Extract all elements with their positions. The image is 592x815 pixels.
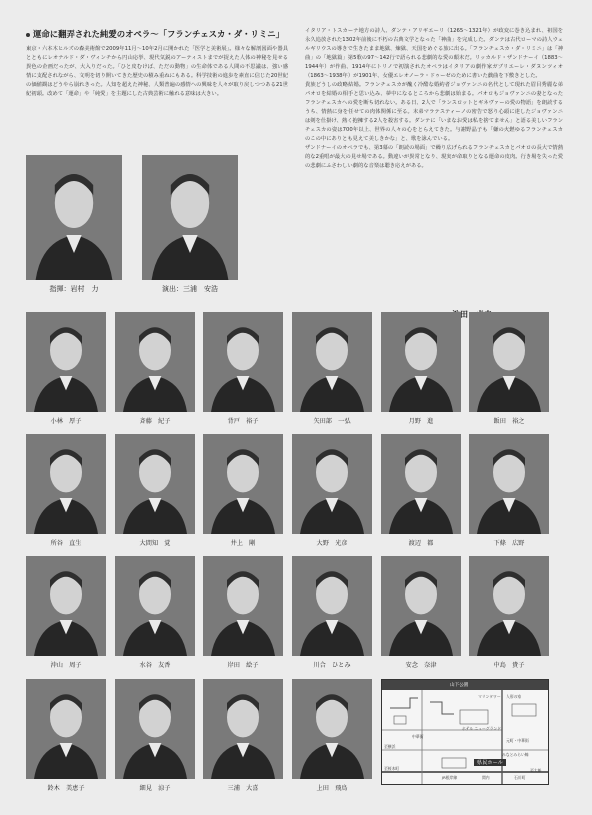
map-lines bbox=[382, 680, 548, 784]
cast-caption: 下條 広野 bbox=[493, 540, 525, 547]
cast-member bbox=[115, 434, 195, 548]
cast-member bbox=[469, 312, 549, 426]
article-paragraph-3: ザンドナーイのオペラでも、第3幕の「朗読の場面」で繰り広げられるフランチェスカとパオロの長大で情熱的な2重唱が最大の見せ場である。動違いが異常となり、現実が命取りとなる運命の皮肉。行き場を失った愛の悲劇にふさわしい劇的な音楽は聴き応えがある。 bbox=[305, 145, 563, 169]
cast-member bbox=[203, 679, 283, 793]
cast-caption: 川合 ひとみ bbox=[313, 662, 351, 669]
cast-caption: 大間知 覚 bbox=[139, 540, 171, 547]
portrait-photo bbox=[469, 556, 549, 656]
staff-conductor bbox=[26, 155, 122, 295]
map-label: 元町・中華街 bbox=[506, 738, 529, 743]
portrait-photo bbox=[203, 556, 283, 656]
staff-director bbox=[142, 155, 238, 295]
map-label: 関内 bbox=[482, 775, 490, 780]
portrait-photo bbox=[203, 434, 283, 534]
cast-caption: 岸田 絵子 bbox=[227, 662, 259, 669]
cast-member bbox=[26, 556, 106, 670]
cast-member bbox=[26, 434, 106, 548]
map-label: 中華街 bbox=[412, 734, 424, 739]
page-title-text: 運命に翻弄された純愛のオペラ〜「フランチェスカ・ダ・リミニ」 bbox=[33, 29, 284, 39]
portrait-photo bbox=[292, 556, 372, 656]
portrait-photo bbox=[115, 679, 195, 779]
portrait-photo bbox=[292, 434, 372, 534]
portrait-photo bbox=[26, 312, 106, 412]
cast-caption: 矢田部 一弘 bbox=[313, 418, 351, 425]
cast-caption: 大野 光彦 bbox=[316, 540, 348, 547]
cast-caption: 井上 剛 bbox=[230, 540, 256, 547]
cast-caption: 背戸 裕子 bbox=[227, 418, 259, 425]
portrait-photo bbox=[381, 312, 461, 412]
cast-caption: 沖山 周子 bbox=[50, 662, 82, 669]
map-label: ホテル ニューグランド bbox=[462, 726, 501, 731]
cast-caption: 鈴木 美恵子 bbox=[47, 785, 85, 792]
portrait-photo bbox=[26, 679, 106, 779]
map-label: 至横浜 bbox=[384, 744, 396, 749]
cast-caption: 三浦 大喜 bbox=[227, 785, 259, 792]
article-left-column bbox=[26, 45, 288, 99]
portrait-photo bbox=[469, 434, 549, 534]
staff-caption: 指揮：岩村 力 bbox=[49, 285, 99, 293]
page-title bbox=[26, 28, 286, 40]
map-top-label: 山下公園 bbox=[450, 683, 469, 688]
portrait-photo bbox=[381, 556, 461, 656]
cast-caption: 飯田 裕之 bbox=[493, 418, 525, 425]
portrait-photo bbox=[292, 312, 372, 412]
map-label: 石川町 bbox=[514, 775, 526, 780]
portrait-photo bbox=[26, 556, 106, 656]
cast-caption: 細見 涼子 bbox=[139, 785, 171, 792]
portrait-photo bbox=[203, 679, 283, 779]
cast-caption: 安念 奈津 bbox=[405, 662, 437, 669]
map-label: マリンタワー bbox=[478, 694, 501, 699]
cast-member bbox=[381, 556, 461, 670]
map-label: 人形の家 bbox=[506, 694, 522, 699]
cast-member bbox=[26, 679, 106, 793]
article-left-paragraph: 東京・六本木ヒルズの森美術館で2009年11月〜10年2月に開かれた「医学と美術展」。様々な解剖図面や器具とともにレオナルド・ダ・ヴィンチから円山応挙、現代気鋭のアーティストまでが捉えた人体の神秘を見せる異色の企画だったが、大入りだった。「ひと皮むけば、ただの動物」の生命体である人間の不思議は、強い感情に支配されながら、文明を切り開いてきた歴史の積み重ねにもある。科学技術の進歩を素直に信じた20世紀の価値観はどうやら崩れきった。人知を超えた神秘、人類普遍の感情への興味を人々が取り戻しつつある21世紀初頭。改めて「運命」や「純愛」を主題にした古典芸術に触れる意味は大きい。 bbox=[26, 46, 288, 97]
cast-member bbox=[381, 434, 461, 548]
portrait-photo bbox=[26, 155, 122, 280]
cast-caption: 渡辺 都 bbox=[408, 540, 434, 547]
article-right-column bbox=[305, 27, 563, 171]
cast-caption: 斉藤 紀子 bbox=[139, 418, 171, 425]
portrait-photo bbox=[115, 434, 195, 534]
cast-member bbox=[26, 312, 106, 426]
cast-member bbox=[115, 679, 195, 793]
cast-member bbox=[203, 434, 283, 548]
cast-member bbox=[292, 434, 372, 548]
portrait-photo bbox=[381, 434, 461, 534]
cast-caption: 上田 飛鳥 bbox=[316, 785, 348, 792]
cast-caption: 水谷 友香 bbox=[139, 662, 171, 669]
cast-member bbox=[115, 556, 195, 670]
cast-member bbox=[292, 679, 372, 793]
staff-caption: 演出：三浦 安浩 bbox=[162, 285, 218, 293]
map-label: 至桜木町 bbox=[384, 766, 400, 771]
cast-caption: 月野 進 bbox=[408, 418, 434, 425]
cast-member bbox=[469, 556, 549, 670]
portrait-photo bbox=[203, 312, 283, 412]
cast-member bbox=[469, 434, 549, 548]
portrait-photo bbox=[142, 155, 238, 280]
portrait-photo bbox=[292, 679, 372, 779]
map-label: 至大船 bbox=[530, 768, 542, 773]
map-label: JR根岸線 bbox=[442, 775, 458, 780]
portrait-photo bbox=[26, 434, 106, 534]
portrait-photo bbox=[115, 312, 195, 412]
cast-member bbox=[203, 312, 283, 426]
bullet-icon bbox=[26, 33, 30, 37]
cast-caption: 中島 貴子 bbox=[493, 662, 525, 669]
cast-member bbox=[203, 556, 283, 670]
cast-member bbox=[381, 312, 461, 426]
cast-member bbox=[292, 556, 372, 670]
cast-caption: 小林 厚子 bbox=[50, 418, 82, 425]
cast-member bbox=[292, 312, 372, 426]
cast-member bbox=[115, 312, 195, 426]
venue-hall-label: 県民ホール bbox=[474, 759, 506, 766]
portrait-photo bbox=[469, 312, 549, 412]
map-label: みなとみらい線 bbox=[502, 752, 529, 757]
cast-caption: 所谷 直生 bbox=[50, 540, 82, 547]
venue-map bbox=[381, 679, 549, 785]
article-paragraph-1: イタリア・トスカーナ地方の詩人、ダンテ・アリギエーリ（1265〜1321年）が政変に巻き込まれ、祖国を永久追放された1302年前後に不朽の古典文学となった「神曲」を完成した。ダンテは古代ローマの詩人ウェルギリウスの導きで生きたまま地獄、煉獄、天国をめぐる旅に出る。「フランチェスカ・ダ・リミニ」は「神曲」の「地獄篇」第5歌の97〜142行で語られる悲劇的な愛の顛末だ。リッカルド・ザンドナーイ（1883〜1944年）が作曲、1914年にトリノで初演されたオペラはイタリアの劇作家ガブリエーレ・ダヌンツィオ（1863〜1938年）が1901年、女優エレオノーラ・ドゥーゼのために書いた戯曲を下敷きとした。 bbox=[305, 28, 563, 79]
article-paragraph-2: 貴族どうしの政略結婚。フランチェスカが醜く冷酷な婚約者ジョヴァンニの名代として現れた眉目秀麗な弟パオロを結婚の相手と思い込み、夢中になるところから悲劇は始まる。パオロもジョヴァンニの妻となったフランチェスカへの愛を断ち切れない。ある日、2人で「ランスロットとギネヴァーの愛の物語」を朗読するうち、情熱に身を任せての肉体関係に至る。末弟マラテスティーノの密告で怒り心頭に達したジョヴァンニは剣を仕掛け、熱く抱擁する2人を殺害する。ダンテに「いまなお愛は私を捨てません」と語る美しいフランチェスカの姿は700年以上、世界の人々の心をとらえてきた。与謝野晶子も「嫌の火燃ゆるフランチェスカのこの中にありとも見えて美しきかな」と、歌を詠んでいる。 bbox=[305, 82, 563, 142]
portrait-photo bbox=[115, 556, 195, 656]
